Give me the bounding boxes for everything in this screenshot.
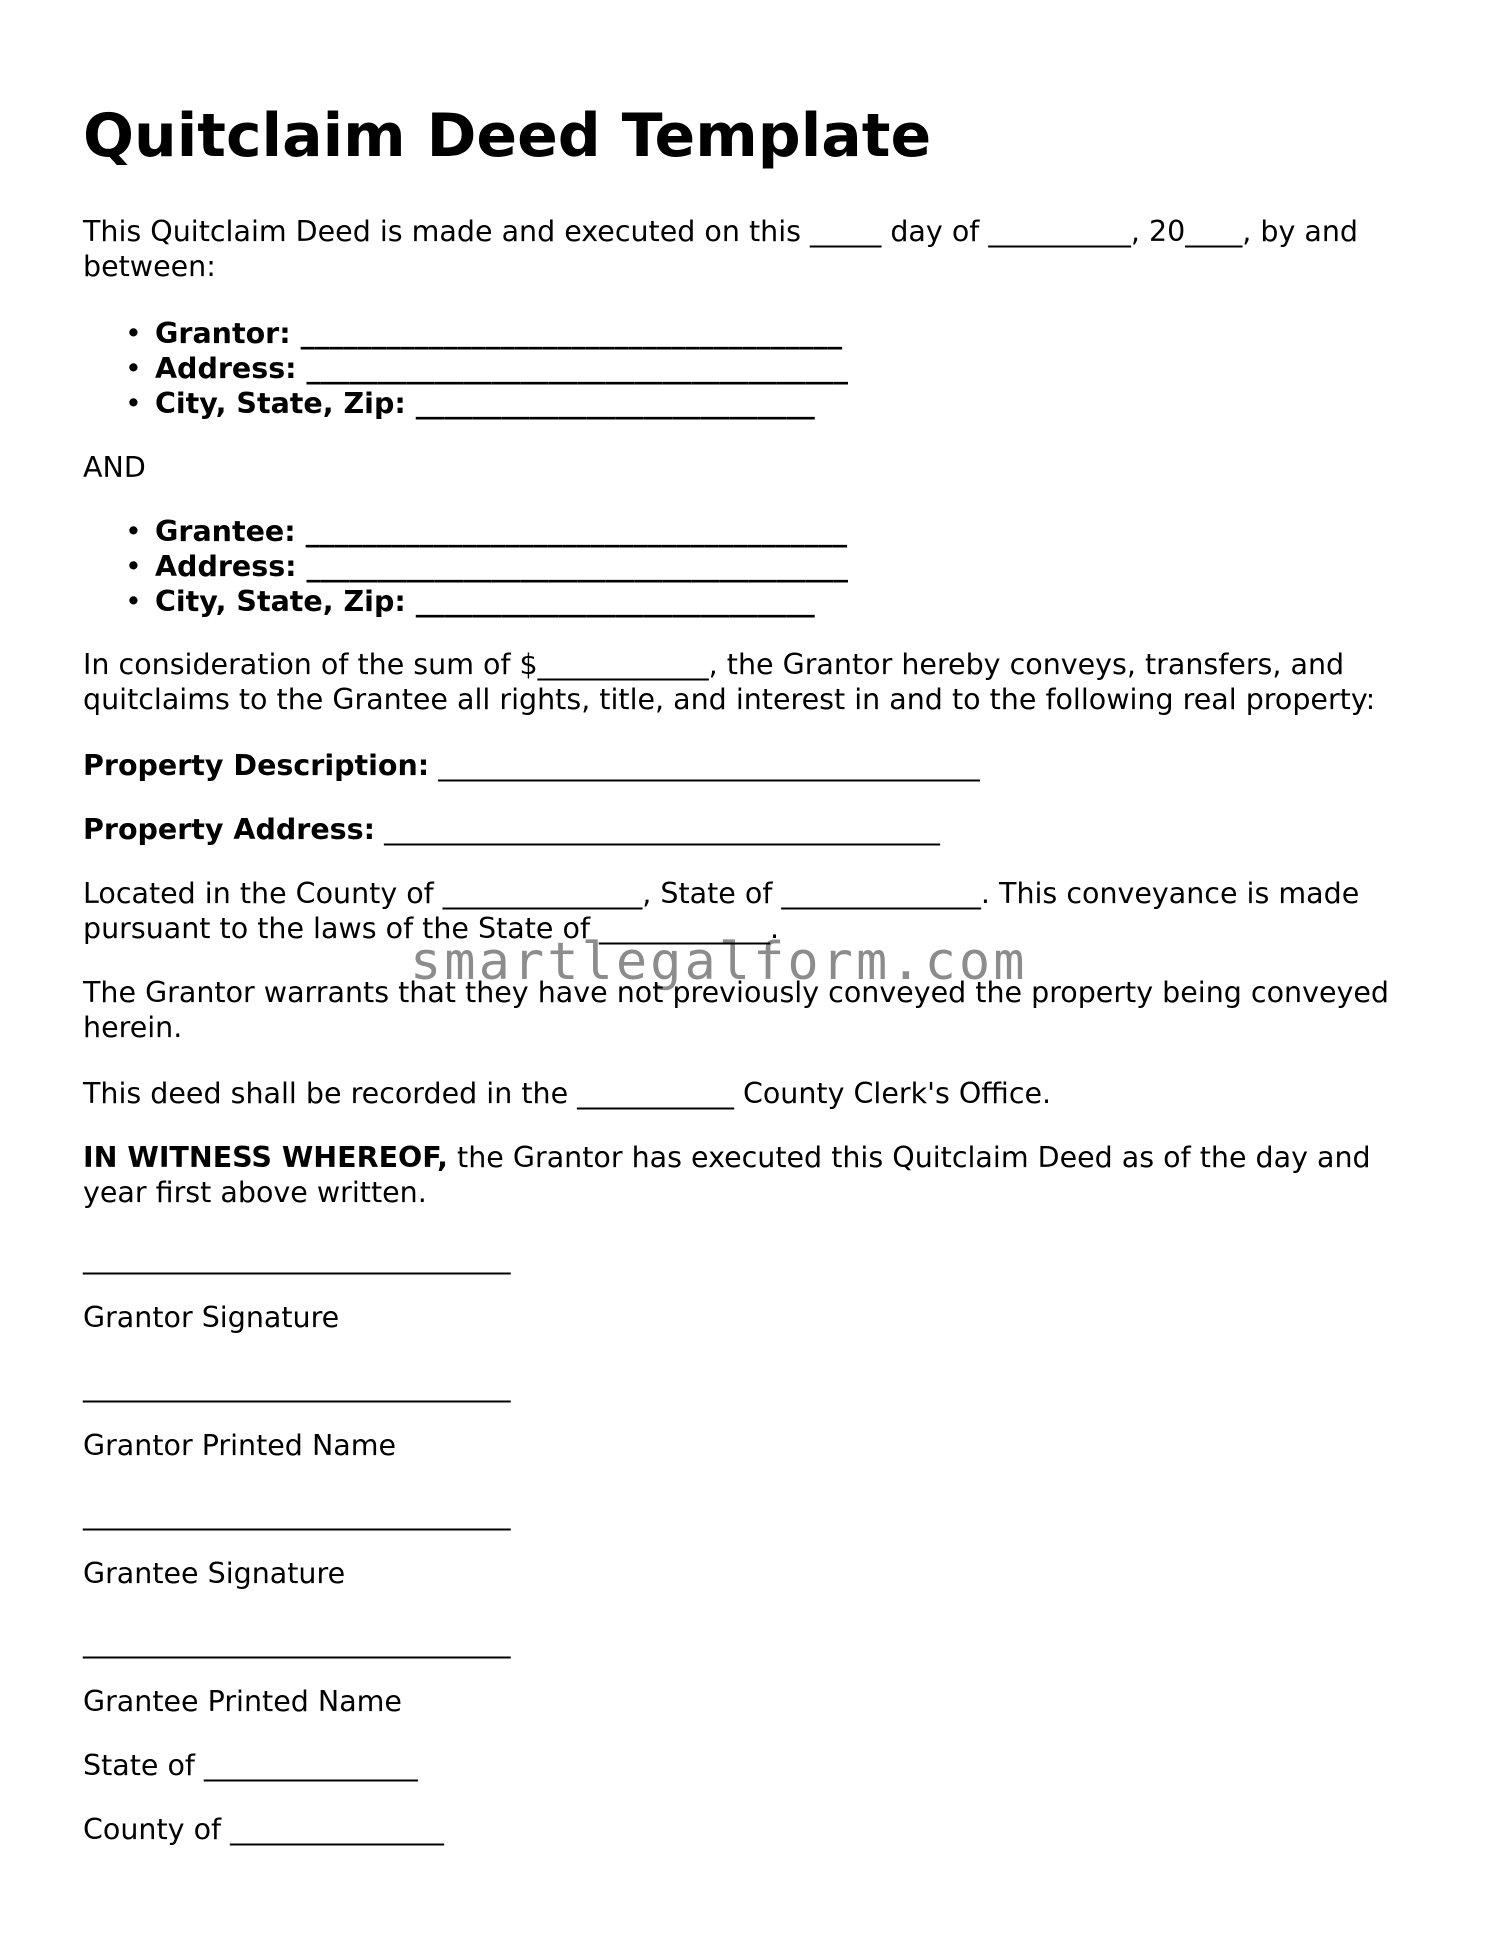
- property-description-blank: ______________________________________: [438, 749, 980, 782]
- document-title: Quitclaim Deed Template: [83, 101, 932, 171]
- grantee-name-label: Grantee:: [155, 515, 296, 548]
- property-description-line: [83, 748, 1413, 783]
- grantor-name-blank: ______________________________________: [300, 317, 843, 350]
- grantor-signature-line: ______________________________: [83, 1242, 511, 1275]
- witness-paragraph: [83, 1140, 1413, 1210]
- property-address-line: [83, 812, 1413, 847]
- and-text: AND: [83, 451, 146, 484]
- grantor-signature-label: Grantor Signature: [83, 1301, 340, 1334]
- property-description-label: Property Description:: [83, 749, 430, 782]
- grantor-address-item: [155, 351, 848, 386]
- property-address-blank: _______________________________________: [384, 813, 940, 846]
- warranty-paragraph: The Grantor warrants that they have not previously conveyed the property being conveyed herein.: [83, 976, 1389, 1044]
- grantor-city-label: City, State, Zip:: [155, 387, 406, 420]
- grantor-name-label: Grantor:: [155, 317, 291, 350]
- intro-paragraph: This Quitclaim Deed is made and executed on this _____ day of __________, 20____, by and between:: [83, 215, 1358, 283]
- grantee-address-item: [155, 549, 848, 584]
- recorded-paragraph: This deed shall be recorded in the ___________ County Clerk's Office.: [83, 1077, 1052, 1110]
- grantor-list: [83, 316, 848, 421]
- grantee-city-item: [155, 584, 848, 619]
- witness-bold: IN WITNESS WHEREOF,: [83, 1141, 448, 1174]
- grantee-address-label: Address:: [155, 550, 297, 583]
- consideration-paragraph: In consideration of the sum of $____________, the Grantor hereby conveys, transfers, and quitclaims to the Grantee all rights, title, and interest in and to the following real property:: [83, 648, 1376, 716]
- grantor-city-item: [155, 386, 848, 421]
- county-of-line: County of _______________: [83, 1813, 444, 1846]
- grantor-address-label: Address:: [155, 352, 297, 385]
- witness-rest: the Grantor has executed this Quitclaim Deed as of the day and year first above written.: [83, 1141, 1371, 1209]
- located-paragraph: Located in the County of ______________, State of ______________. This conveyance is made pursuant to the laws of the State of ____________.: [83, 877, 1360, 945]
- grantee-signature-label: Grantee Signature: [83, 1557, 346, 1590]
- property-address-label: Property Address:: [83, 813, 375, 846]
- grantee-printed-name-label: Grantee Printed Name: [83, 1685, 402, 1718]
- watermark-text: smartlegalform.com: [410, 932, 1028, 992]
- grantee-name-item: [155, 514, 848, 549]
- grantee-address-blank: ______________________________________: [306, 550, 849, 583]
- state-of-line: State of _______________: [83, 1749, 418, 1782]
- grantor-printed-name-line: ______________________________: [83, 1370, 511, 1403]
- grantee-city-blank: ____________________________: [415, 585, 815, 618]
- grantee-printed-name-line: ______________________________: [83, 1626, 511, 1659]
- grantor-city-blank: ____________________________: [415, 387, 815, 420]
- grantee-signature-line: ______________________________: [83, 1498, 511, 1531]
- grantee-city-label: City, State, Zip:: [155, 585, 406, 618]
- grantee-list: [83, 514, 848, 619]
- grantor-printed-name-label: Grantor Printed Name: [83, 1429, 397, 1462]
- grantor-address-blank: ______________________________________: [306, 352, 849, 385]
- grantor-name-item: [155, 316, 848, 351]
- grantee-name-blank: ______________________________________: [305, 515, 848, 548]
